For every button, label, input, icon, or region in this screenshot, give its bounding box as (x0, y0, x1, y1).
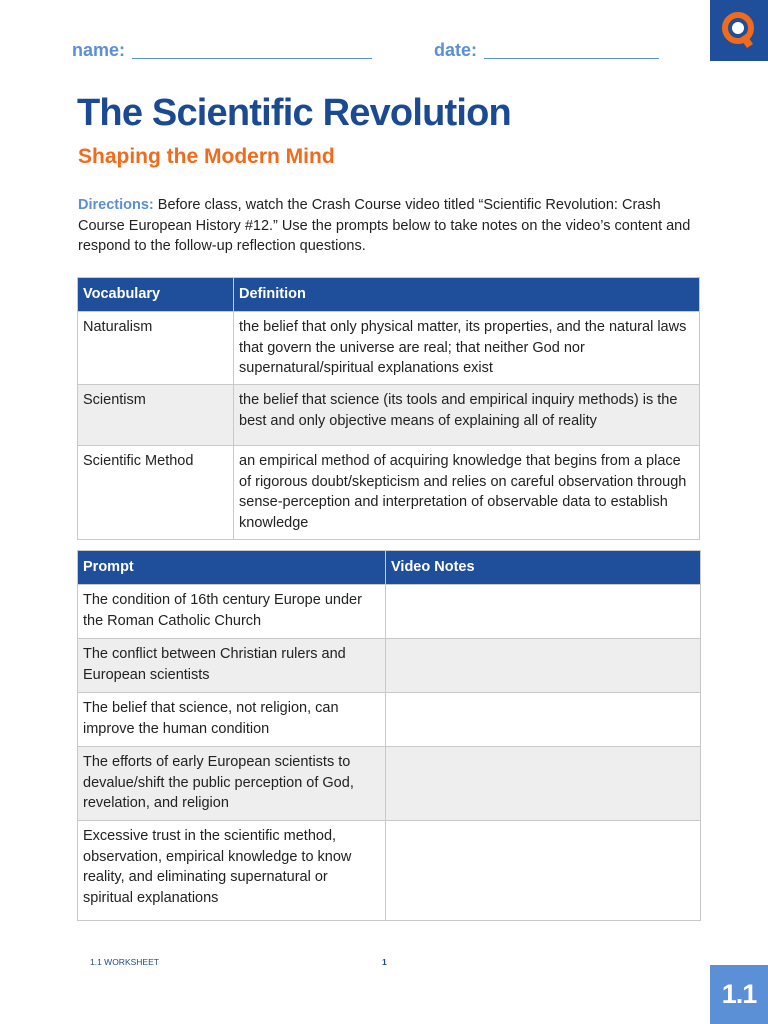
table-row (78, 446, 700, 540)
definition-column-header: Definition (234, 278, 700, 312)
prompt-notes-table (77, 550, 701, 921)
video-notes-cell[interactable] (386, 821, 701, 921)
table-row (78, 385, 700, 446)
video-notes-cell[interactable] (386, 747, 701, 821)
vocab-term: Scientific Method (78, 446, 234, 540)
vocab-term: Scientism (78, 385, 234, 446)
video-notes-cell[interactable] (386, 639, 701, 693)
name-field-line[interactable] (132, 58, 372, 59)
vocabulary-header-row (78, 278, 700, 312)
table-row (78, 821, 701, 921)
q-magnifier-logo-icon (710, 0, 768, 61)
video-notes-column-header: Video Notes (386, 551, 701, 585)
name-label: name: (72, 40, 126, 60)
footer-page-number: 1 (382, 957, 387, 967)
table-row (78, 312, 700, 385)
footer-worksheet-label: 1.1 WORKSHEET (90, 957, 159, 967)
page-title: The Scientific Revolution (77, 92, 511, 134)
vocab-definition: the belief that science (its tools and empirical inquiry methods) is the best and only objective means of explaining all of reality (234, 385, 700, 446)
section-badge: 1.1 (710, 965, 768, 1024)
table-row (78, 639, 701, 693)
prompt-cell: The conflict between Christian rulers and European scientists (78, 639, 386, 693)
page-subtitle: Shaping the Modern Mind (78, 145, 335, 168)
prompt-cell: The belief that science, not religion, can improve the human condition (78, 693, 386, 747)
directions-label: Directions: (78, 197, 154, 213)
prompt-column-header: Prompt (78, 551, 386, 585)
prompt-cell: The efforts of early European scientists to devalue/shift the public perception of God, revelation, and religion (78, 747, 386, 821)
video-notes-cell[interactable] (386, 585, 701, 639)
vocab-term: Naturalism (78, 312, 234, 385)
name-date-header (72, 40, 672, 62)
table-row (78, 585, 701, 639)
table-row (78, 747, 701, 821)
prompt-header-row (78, 551, 701, 585)
prompt-cell: The condition of 16th century Europe under the Roman Catholic Church (78, 585, 386, 639)
video-notes-cell[interactable] (386, 693, 701, 747)
directions-text: Before class, watch the Crash Course video titled “Scientific Revolution: Crash Course European History #12.” Use the prompts below to take notes on the video’s content and respond to the follow-up reflection questions. (78, 197, 691, 254)
vocab-definition: the belief that only physical matter, its properties, and the natural laws that govern the universe are real; that neither God nor supernatural/spiritual explanations exist (234, 312, 700, 385)
table-row (78, 693, 701, 747)
date-label: date: (434, 40, 478, 60)
date-field-line[interactable] (484, 58, 659, 59)
prompt-cell: Excessive trust in the scientific method, observation, empirical knowledge to know reality, and eliminating supernatural or spiritual explanations (78, 821, 386, 921)
vocabulary-column-header: Vocabulary (78, 278, 234, 312)
directions-paragraph (78, 195, 698, 257)
vocabulary-table (77, 277, 700, 540)
vocab-definition: an empirical method of acquiring knowledge that begins from a place of rigorous doubt/skepticism and relies on careful observation through sense-perception and interpretation of observable data to establish knowledge (234, 446, 700, 540)
